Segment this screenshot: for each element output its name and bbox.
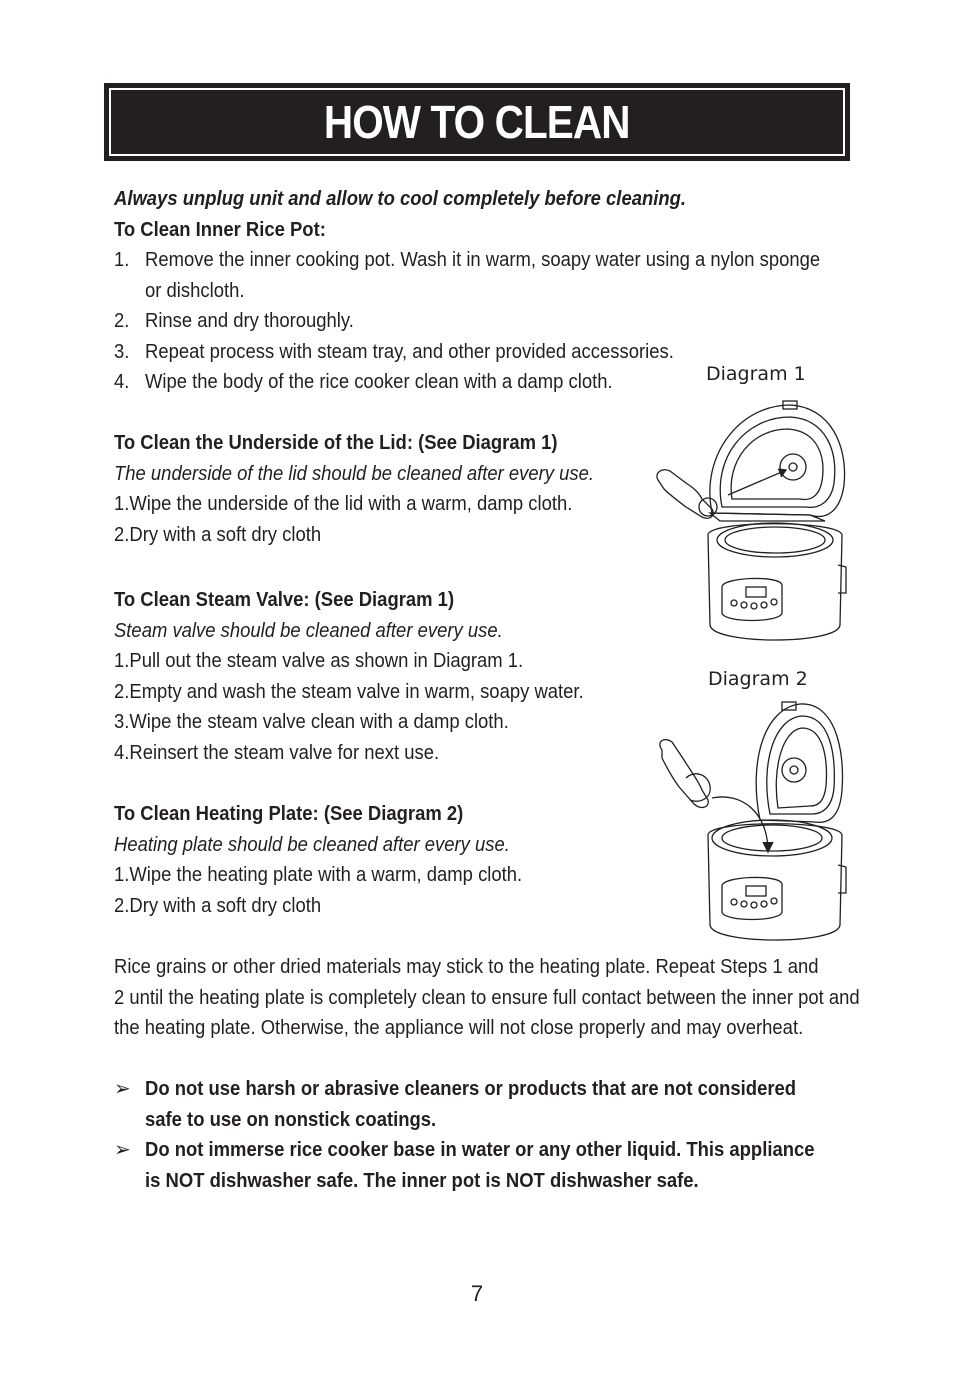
valve-step: 2.Empty and wash the steam valve in warm, soapy water. <box>114 680 584 703</box>
valve-step: 4.Reinsert the steam valve for next use. <box>114 741 440 764</box>
paragraph-line: Rice grains or other dried materials may stick to the heating plate. Repeat Steps 1 and <box>114 955 819 978</box>
plate-step: 2.Dry with a soft dry cloth <box>114 894 322 917</box>
bullet-arrow-icon: ➢ <box>114 1139 131 1161</box>
step-text: Remove the inner cooking pot. Wash it in warm, soapy water using a nylon sponge <box>145 248 821 271</box>
diagram-2-rice-cooker <box>650 700 855 950</box>
unplug-warning: Always unplug unit and allow to cool completely before cleaning. <box>114 187 687 210</box>
diagram-2-label: Diagram 2 <box>708 668 808 690</box>
diagram-1-label: Diagram 1 <box>706 363 806 385</box>
title-banner <box>104 83 850 161</box>
plate-note: Heating plate should be cleaned after every use. <box>114 833 510 856</box>
title-frame <box>109 88 845 156</box>
paragraph-line: the heating plate. Otherwise, the appliance will not close properly and may overheat. <box>114 1016 804 1039</box>
paragraph-line: 2 until the heating plate is completely clean to ensure full contact between the inner pot and <box>114 986 860 1009</box>
page-number: 7 <box>470 1281 484 1306</box>
valve-step: 1.Pull out the steam valve as shown in Diagram 1. <box>114 649 524 672</box>
step-text: Wipe the body of the rice cooker clean with a damp cloth. <box>145 370 613 393</box>
plate-step: 1.Wipe the heating plate with a warm, damp cloth. <box>114 863 523 886</box>
bullet-text-continued: is NOT dishwasher safe. The inner pot is NOT dishwasher safe. <box>145 1169 699 1192</box>
bullet-text-continued: safe to use on nonstick coatings. <box>145 1108 437 1131</box>
step-text: Rinse and dry thoroughly. <box>145 309 354 332</box>
step-number: 2. <box>114 309 130 332</box>
lid-step: 1.Wipe the underside of the lid with a warm, damp cloth. <box>114 492 573 515</box>
bullet-text: Do not use harsh or abrasive cleaners or products that are not considered <box>145 1077 797 1100</box>
bullet-arrow-icon: ➢ <box>114 1078 131 1100</box>
valve-heading: To Clean Steam Valve: (See Diagram 1) <box>114 588 455 611</box>
lid-note: The underside of the lid should be cleaned after every use. <box>114 462 595 485</box>
inner-pot-heading: To Clean Inner Rice Pot: <box>114 218 326 241</box>
step-number: 3. <box>114 340 130 363</box>
lid-step: 2.Dry with a soft dry cloth <box>114 523 322 546</box>
valve-note: Steam valve should be cleaned after every use. <box>114 619 503 642</box>
page-title: HOW TO CLEAN <box>324 96 630 148</box>
valve-step: 3.Wipe the steam valve clean with a damp cloth. <box>114 710 509 733</box>
step-text-continued: or dishcloth. <box>145 279 245 302</box>
step-text: Repeat process with steam tray, and other provided accessories. <box>145 340 674 363</box>
bullet-text: Do not immerse rice cooker base in water or any other liquid. This appliance <box>145 1138 815 1161</box>
plate-heading: To Clean Heating Plate: (See Diagram 2) <box>114 802 464 825</box>
step-number: 1. <box>114 248 130 271</box>
lid-heading: To Clean the Underside of the Lid: (See Diagram 1) <box>114 431 558 454</box>
diagram-1-rice-cooker <box>650 395 855 650</box>
step-number: 4. <box>114 370 130 393</box>
